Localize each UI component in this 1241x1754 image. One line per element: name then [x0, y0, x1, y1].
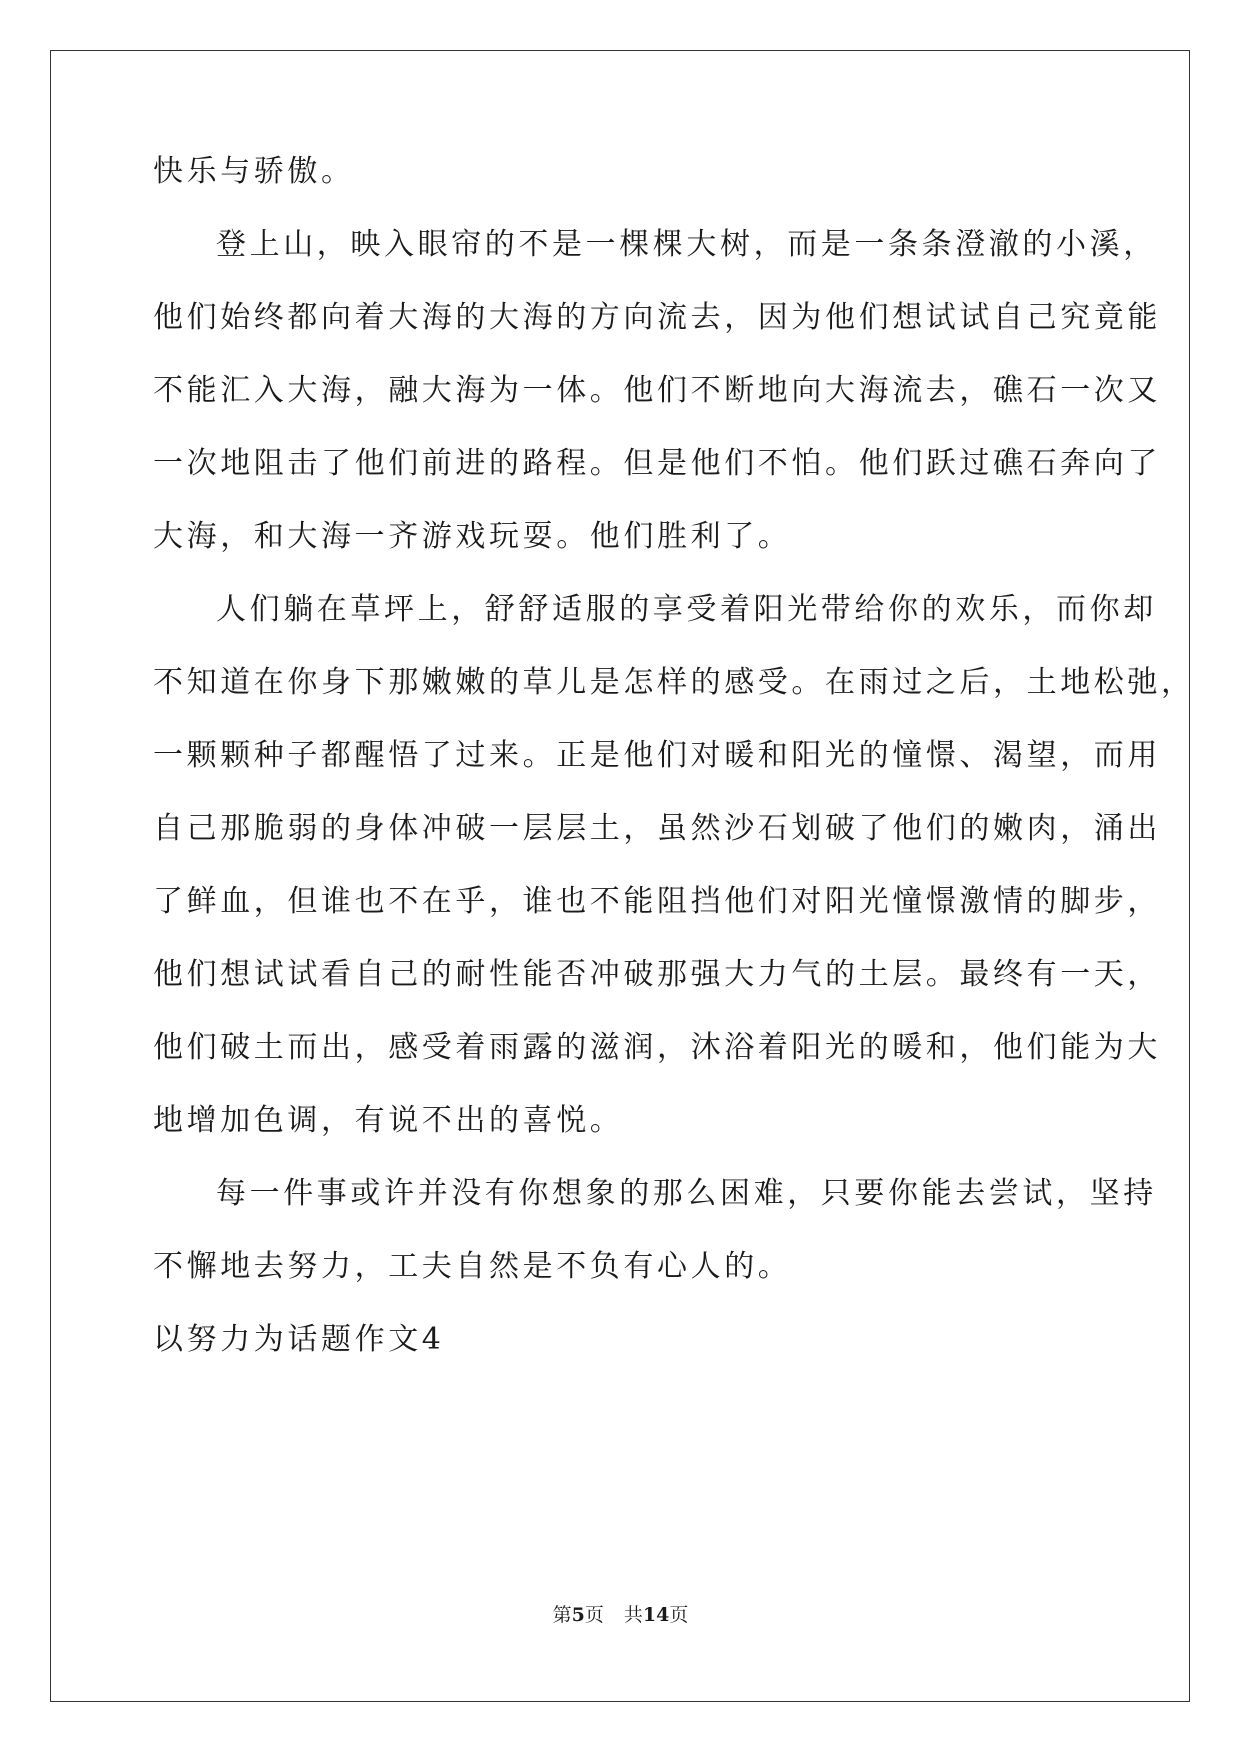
- paragraph-line: 登上山，映入眼帘的不是一棵棵大树，而是一条条澄澈的小溪，: [216, 227, 1157, 262]
- paragraph-line: 一颗颗种子都醒悟了过来。正是他们对暖和阳光的憧憬、渴望，而用: [153, 738, 1161, 773]
- paragraph-line: 快乐与骄傲。: [153, 154, 355, 189]
- paragraph-line: 他们始终都向着大海的大海的方向流去，因为他们想试试自己究竟能: [153, 300, 1161, 335]
- paragraph-line: 不懈地去努力，工夫自然是不负有心人的。: [153, 1249, 792, 1284]
- paragraph-line: 自己那脆弱的身体冲破一层层土，虽然沙石划破了他们的嫩肉，涌出: [153, 811, 1161, 846]
- section-heading: 以努力为话题作文4: [153, 1322, 445, 1357]
- page-footer: [0, 1602, 1241, 1628]
- paragraph-line: 不能汇入大海，融大海为一体。他们不断地向大海流去，礁石一次又: [153, 373, 1161, 408]
- footer-page-total: 14: [642, 1604, 670, 1626]
- footer-page-suffix: 页: [584, 1604, 604, 1626]
- paragraph-line: 人们躺在草坪上，舒舒适服的享受着阳光带给你的欢乐，而你却: [216, 592, 1157, 627]
- paragraph-line: 大海，和大海一齐游戏玩耍。他们胜利了。: [153, 519, 792, 554]
- paragraph-line: 他们想试试看自己的耐性能否冲破那强大力气的土层。最终有一天，: [153, 957, 1161, 992]
- footer-total-prefix: 共: [623, 1604, 643, 1626]
- footer-page-current: 5: [571, 1604, 585, 1626]
- paragraph-line: 每一件事或许并没有你想象的那么困难，只要你能去尝试，坚持: [216, 1176, 1157, 1211]
- paragraph-line: 一次地阻击了他们前进的路程。但是他们不怕。他们跃过礁石奔向了: [153, 446, 1161, 481]
- paragraph-line: 地增加色调，有说不出的喜悦。: [153, 1103, 624, 1138]
- paragraph-line: 不知道在你身下那嫩嫩的草儿是怎样的感受。在雨过之后，土地松弛，: [153, 665, 1195, 700]
- paragraph-line: 他们破土而出，感受着雨露的滋润，沐浴着阳光的暖和，他们能为大: [153, 1030, 1161, 1065]
- footer-total-suffix: 页: [669, 1604, 689, 1626]
- footer-page-prefix: 第: [552, 1604, 572, 1626]
- paragraph-line: 了鲜血，但谁也不在乎，谁也不能阻挡他们对阳光憧憬激情的脚步，: [153, 884, 1161, 919]
